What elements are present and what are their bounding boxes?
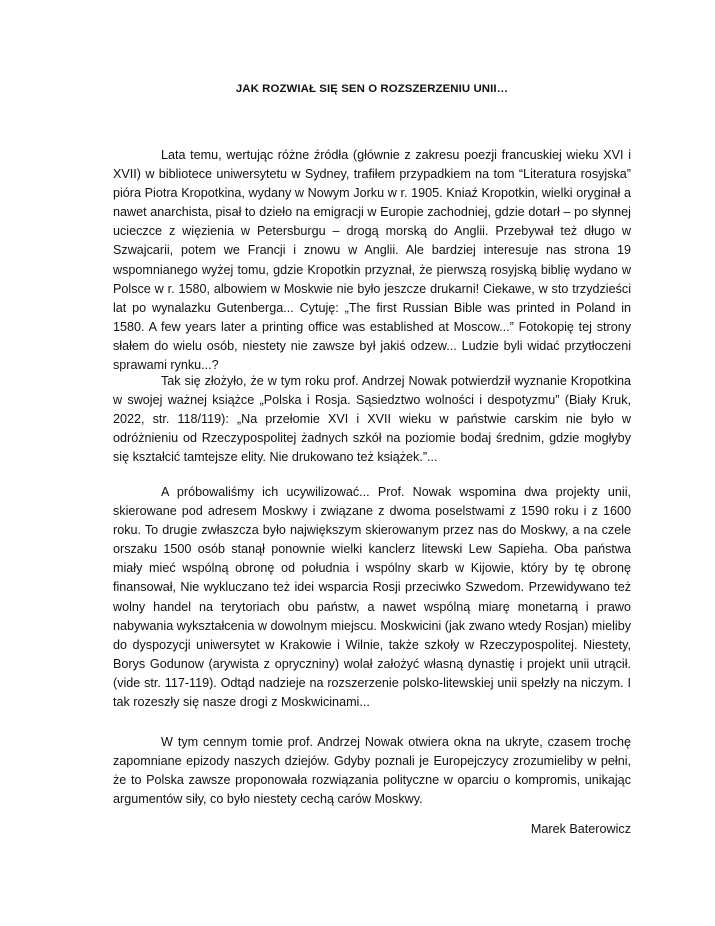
paragraph-3: A próbowaliśmy ich ucywilizować... Prof. Nowak wspomina dwa projekty unii, skierowane pod adresem Moskwy i związane z dwoma poselstwami z 1590 roku i z 1600 roku. To drugie zwłaszcza było największym skierowanym przez nas do Moskwy, a na czele orszaku 1500 osób stanął ponownie wielki kanclerz litewski Lew Sapieha. Oba państwa miały mieć wspólną obronę od południa i wspólny skarb w Kijowie, który by tę obronę finansował, Nie wykluczano też idei wsparcia Rosji przeciwko Szwedom. Przewidywano też wolny handel na terytoriach obu państw, a nawet wspólną miarę monetarną i prawo nabywania wykształcenia w dowolnym miejscu. Moskwicini (jak zwano wtedy Rosjan) mieliby do dyspozycji uniwersytet w Krakowie i Wilnie, także szkoły w Rzeczypospolitej. Niestety, Borys Godunow (arywista z opryczniny) wolał założyć własną dynastię i projekt unii utrącił. (vide str. 117-119). Odtąd nadzieje na rozszerzenie polsko-litewskiej unii spełzły na niczym. I tak rozeszły się nasze drogi z Moskwicinami... — [113, 485, 631, 710]
paragraph-1: Lata temu, wertując różne źródła (głównie z zakresu poezji francuskiej wieku XVI i XVII) w bibliotece uniwersytetu w Sydney, trafiłem przypadkiem na tom “Literatura rosyjska” pióra Piotra Kropotkina, wydany w Nowym Jorku w r. 1905. Kniaź Kropotkin, wielki oryginał a nawet anarchista, pisał to dzieło na emigracji w Europie zachodniej, gdzie dotarł – po słynnej ucieczce z więzienia w Petersburgu – drogą morską do Anglii. Przebywał też długo w Szwajcarii, potem we Francji i znowu w Anglii. Ale bardziej interesuje nas strona 19 wspomnianego wyżej tomu, gdzie Kropotkin przyznał, że pierwszą rosyjską biblię wydano w Polsce w r. 1580, albowiem w Moskwie nie było jeszcze drukarni! Ciekawe, w sto trzydzieści lat po wynalazku Gutenberga... Cytuję: „The first Russian Bible was printed in Poland in 1580. A few years later a printing office was established at Moscow...” Fotokopię tej strony słałem do wielu osób, niestety nie zawsze był jakiś odzew... Ludzie byli widać przytłoczeni sprawami rynku...? — [113, 148, 631, 373]
paragraph-2: Tak się złożyło, że w tym roku prof. Andrzej Nowak potwierdził wyznanie Kropotkina w swojej ważnej książce „Polska i Rosja. Sąsiedztwo wolności i despotyzmu” (Biały Kruk, 2022, str. 118/119): „Na przełomie XVI i XVII wieku w państwie carskim nie było w odróżnieniu od Rzeczypospolitej żadnych szkół na poziomie bodaj średnim, gdzie mogłyby się kształcić tamtejsze elity. Nie drukowano też książek.”... — [113, 374, 631, 465]
author-signature: Marek Baterowicz — [530, 822, 631, 836]
paragraph-4: W tym cennym tomie prof. Andrzej Nowak otwiera okna na ukryte, czasem trochę zapomniane epizody naszych dziejów. Gdyby poznali je Europejczycy zrozumieliby w pełni, że to Polska zawsze proponowała rozwiązania polityczne w oparciu o kompromis, unikając argumentów siły, co było niestety cechą carów Moskwy. — [113, 735, 631, 807]
document-title: JAK ROZWIAŁ SIĘ SEN O ROZSZERZENIU UNII… — [235, 83, 509, 95]
